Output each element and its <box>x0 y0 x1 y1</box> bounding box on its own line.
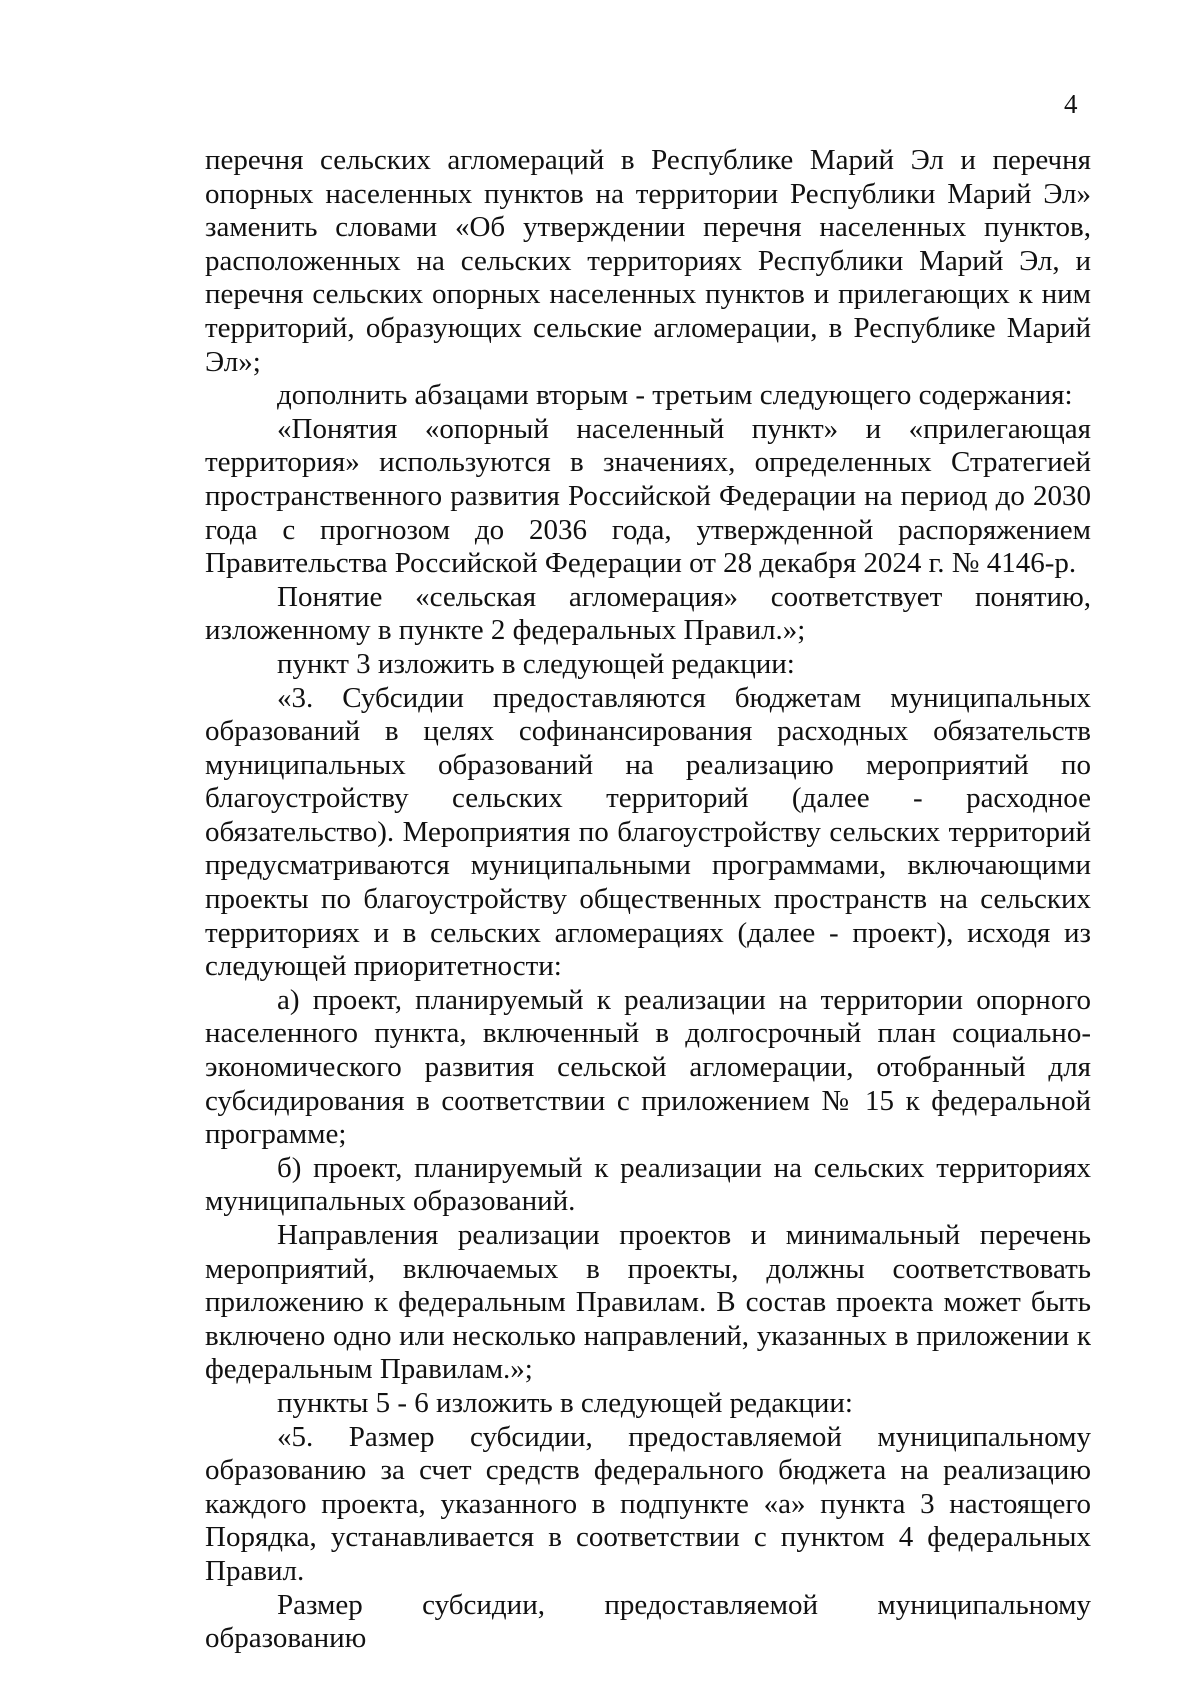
paragraph-subsidy-size-continued: Размер субсидии, предоставляемой муниципальному образованию <box>205 1588 1091 1655</box>
page-bottom-margin <box>0 1657 1200 1697</box>
paragraph-point-5-subsidy-size: «5. Размер субсидии, предоставляемой муниципальному образованию за счет средств федерального бюджета на реализацию каждого проекта, указанного в подпункте «а» пункта 3 настоящего Порядка, устанавливается в соответствии с пунктом 4 федеральных Правил. <box>205 1420 1091 1587</box>
paragraph-agglomeration-concept: Понятие «сельская агломерация» соответствует понятию, изложенному в пункте 2 федеральных Правил.»; <box>205 580 1091 647</box>
paragraph-point-3-subsidies: «3. Субсидии предоставляются бюджетам муниципальных образований в целях софинансирования расходных обязательств муниципальных образований на реализацию мероприятий по благоустройству сельских территорий (далее - расходное обязательство). Мероприятия по благоустройству сельских территорий предусматриваются муниципальными программами, включающими проекты по благоустройству общественных пространств на сельских территориях и в сельских агломерациях (далее - проект), исходя из следующей приоритетности: <box>205 681 1091 983</box>
paragraph-point-3-instruction: пункт 3 изложить в следующей редакции: <box>277 647 795 680</box>
paragraph-list-title-replacement: перечня сельских агломераций в Республике Марий Эл и перечня опорных населенных пунктов на территории Республики Марий Эл» заменить словами «Об утверждении перечня населенных пунктов, расположенных на сельских территориях Республики Марий Эл, и перечня сельских опорных населенных пунктов и прилегающих к ним территорий, образующих сельские агломерации, в Республике Марий Эл»; <box>205 144 1091 378</box>
paragraph-concepts-definition: «Понятия «опорный населенный пункт» и «прилегающая территория» используются в значениях, определенных Стратегией пространственного развития Российской Федерации на период до 2030 года с прогнозом до 2036 года, утвержденной распоряжением Правительства Российской Федерации от 28 декабря 2024 г. № 4146-р. <box>205 412 1091 580</box>
paragraph-points-5-6-instruction: пункты 5 - 6 изложить в следующей редакции: <box>277 1386 853 1419</box>
page-number: 4 <box>1064 89 1078 119</box>
paragraph-add-clauses: дополнить абзацами вторым - третьим следующего содержания: <box>277 379 1073 412</box>
paragraph-subitem-a: а) проект, планируемый к реализации на территории опорного населенного пункта, включенный в долгосрочный план социально-экономического развития сельской агломерации, отобранный для субсидирования в соответствии с приложением № 15 к федеральной программе; <box>205 983 1091 1151</box>
paragraph-subitem-b: б) проект, планируемый к реализации на сельских территориях муниципальных образований. <box>205 1151 1091 1218</box>
document-body <box>205 144 1091 1656</box>
paragraph-project-directions: Направления реализации проектов и минимальный перечень мероприятий, включаемых в проекты, должны соответствовать приложению к федеральным Правилам. В состав проекта может быть включено одно или несколько направлений, указанных в приложении к федеральным Правилам.»; <box>205 1219 1091 1386</box>
